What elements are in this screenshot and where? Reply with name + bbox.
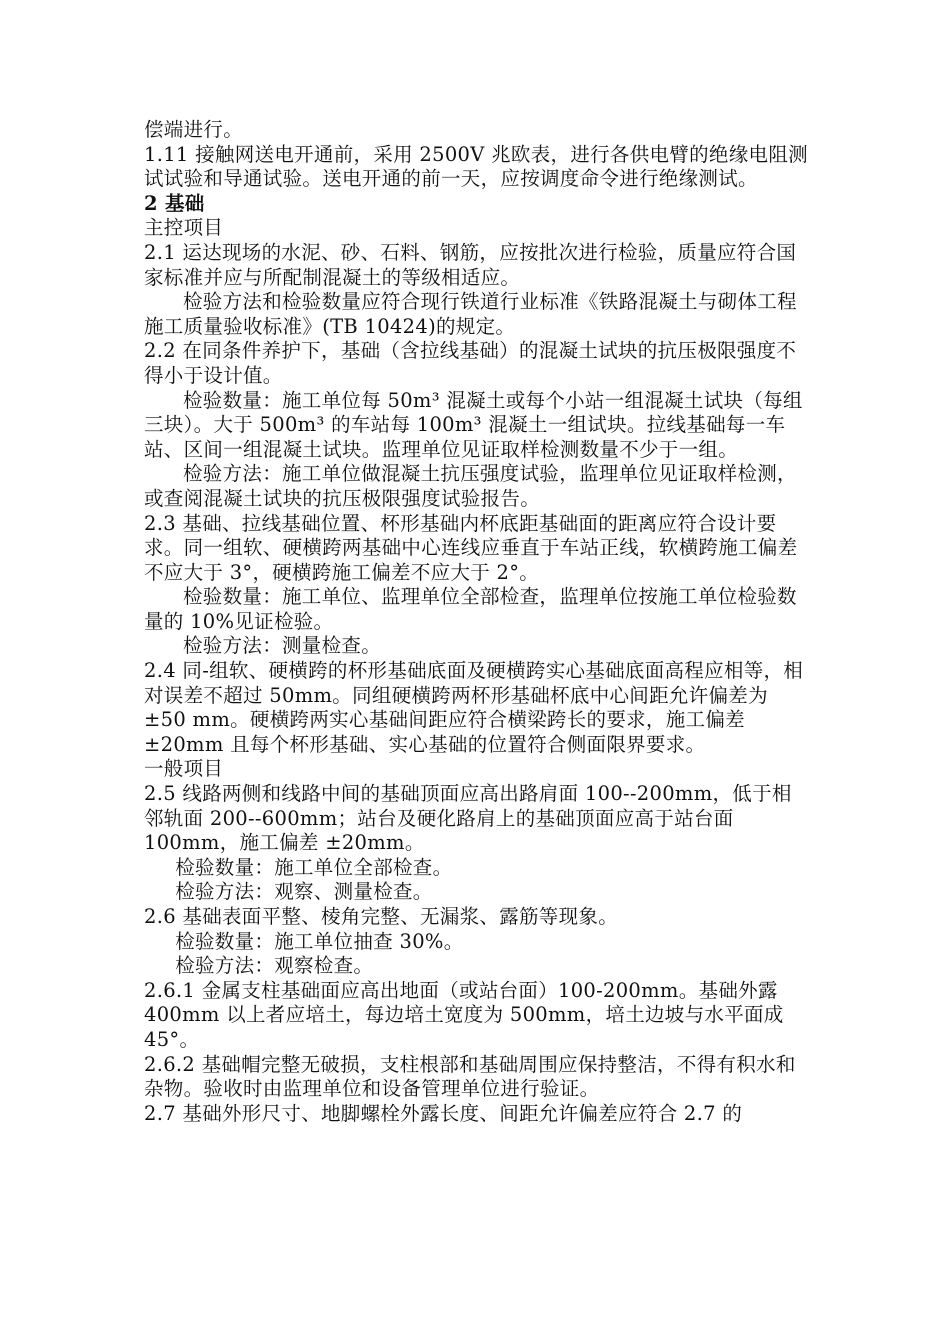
subheading-main-control-items: 主控项目 — [144, 216, 224, 240]
section-heading-foundation: 2 基础 — [144, 191, 205, 215]
paragraph-2-6-2: 2.6.2 基础帽完整无破损，支柱根部和基础周围应保持整洁，不得有积水和杂物。验收时由监理单位和设备管理单位进行验证。 — [144, 1052, 796, 1101]
paragraph-2-4: 2.4 同-组软、硬横跨的杯形基础底面及硬横跨实心基础底面高程应相等，相对误差不超过 50mm。同组硬横跨两杯形基础杯底中心间距允许偏差为 ±50 mm。硬横跨两实心基础间距应符合横梁跨长的要求，施工偏差 ±20mm 且每个杯形基础、实心基础的位置符合侧面限界要求。 — [144, 659, 804, 756]
paragraph-2-1-method: 检验方法和检验数量应符合现行铁道行业标准《铁路混凝土与砌体工程施工质量验收标准》(TB 10424)的规定。 — [144, 290, 797, 338]
paragraph-2-6-method: 检验方法：观察检查。 — [175, 954, 374, 978]
paragraph-2-3-method: 检验方法：测量检查。 — [183, 634, 382, 658]
document-body — [144, 118, 808, 1126]
subheading-general-items: 一般项目 — [144, 757, 224, 781]
paragraph-2-2: 2.2 在同条件养护下，基础（含拉线基础）的混凝土试块的抗压极限强度不得小于设计值。 — [144, 339, 797, 387]
paragraph-continuation: 偿端进行。 — [144, 118, 244, 141]
paragraph-2-5: 2.5 线路两侧和线路中间的基础顶面应高出路肩面 100--200mm，低于相邻轨面 200--600mm；站台及硬化路肩上的基础顶面应高于站台面 100mm，施工偏差 ±20mm。 — [144, 782, 792, 855]
paragraph-2-1: 2.1 运达现场的水泥、砂、石料、钢筋，应按批次进行检验，质量应符合国家标准并应与所配制混凝土的等级相适应。 — [144, 240, 797, 289]
paragraph-2-3-quantity: 检验数量：施工单位、监理单位全部检查，监理单位按施工单位检验数量的 10%见证检验。 — [144, 585, 797, 633]
paragraph-2-3: 2.3 基础、拉线基础位置、杯形基础内杯底距基础面的距离应符合设计要求。同一组软、硬横跨两基础中心连线应垂直于车站正线，软横跨施工偏差不应大于 3°，硬横跨施工偏差不应大于 2°。 — [144, 511, 798, 584]
paragraph-2-6: 2.6 基础表面平整、棱角完整、无漏浆、露筋等现象。 — [144, 905, 619, 928]
paragraph-2-5-method: 检验方法：观察、测量检查。 — [175, 880, 433, 904]
paragraph-2-2-quantity: 检验数量：施工单位每 50m³ 混凝土或每个小站一组混凝土试块（每组三块）。大于 500m³ 的车站每 100m³ 混凝土一组试块。拉线基础每一车站、区间一组混凝土试块。监理单位见证取样检测数量不少于一组。 — [144, 388, 803, 461]
paragraph-2-5-quantity: 检验数量：施工单位全部检查。 — [175, 855, 453, 879]
paragraph-1-11: 1.11 接触网送电开通前，采用 2500V 兆欧表，进行各供电臂的绝缘电阻测试试验和导通试验。送电开通的前一天，应按调度命令进行绝缘测试。 — [144, 142, 808, 191]
paragraph-2-6-1: 2.6.1 金属支柱基础面应高出地面（或站台面）100-200mm。基础外露 400mm 以上者应培土，每边培土宽度为 500mm，培土边坡与水平面成 45°。 — [144, 978, 784, 1051]
paragraph-2-6-quantity: 检验数量：施工单位抽查 30%。 — [175, 929, 464, 953]
paragraph-2-2-method: 检验方法：施工单位做混凝土抗压强度试验，监理单位见证取样检测，或查阅混凝土试块的抗压极限强度试验报告。 — [144, 462, 797, 510]
paragraph-2-7: 2.7 基础外形尺寸、地脚螺栓外露长度、间距允许偏差应符合 2.7 的 — [144, 1101, 743, 1125]
